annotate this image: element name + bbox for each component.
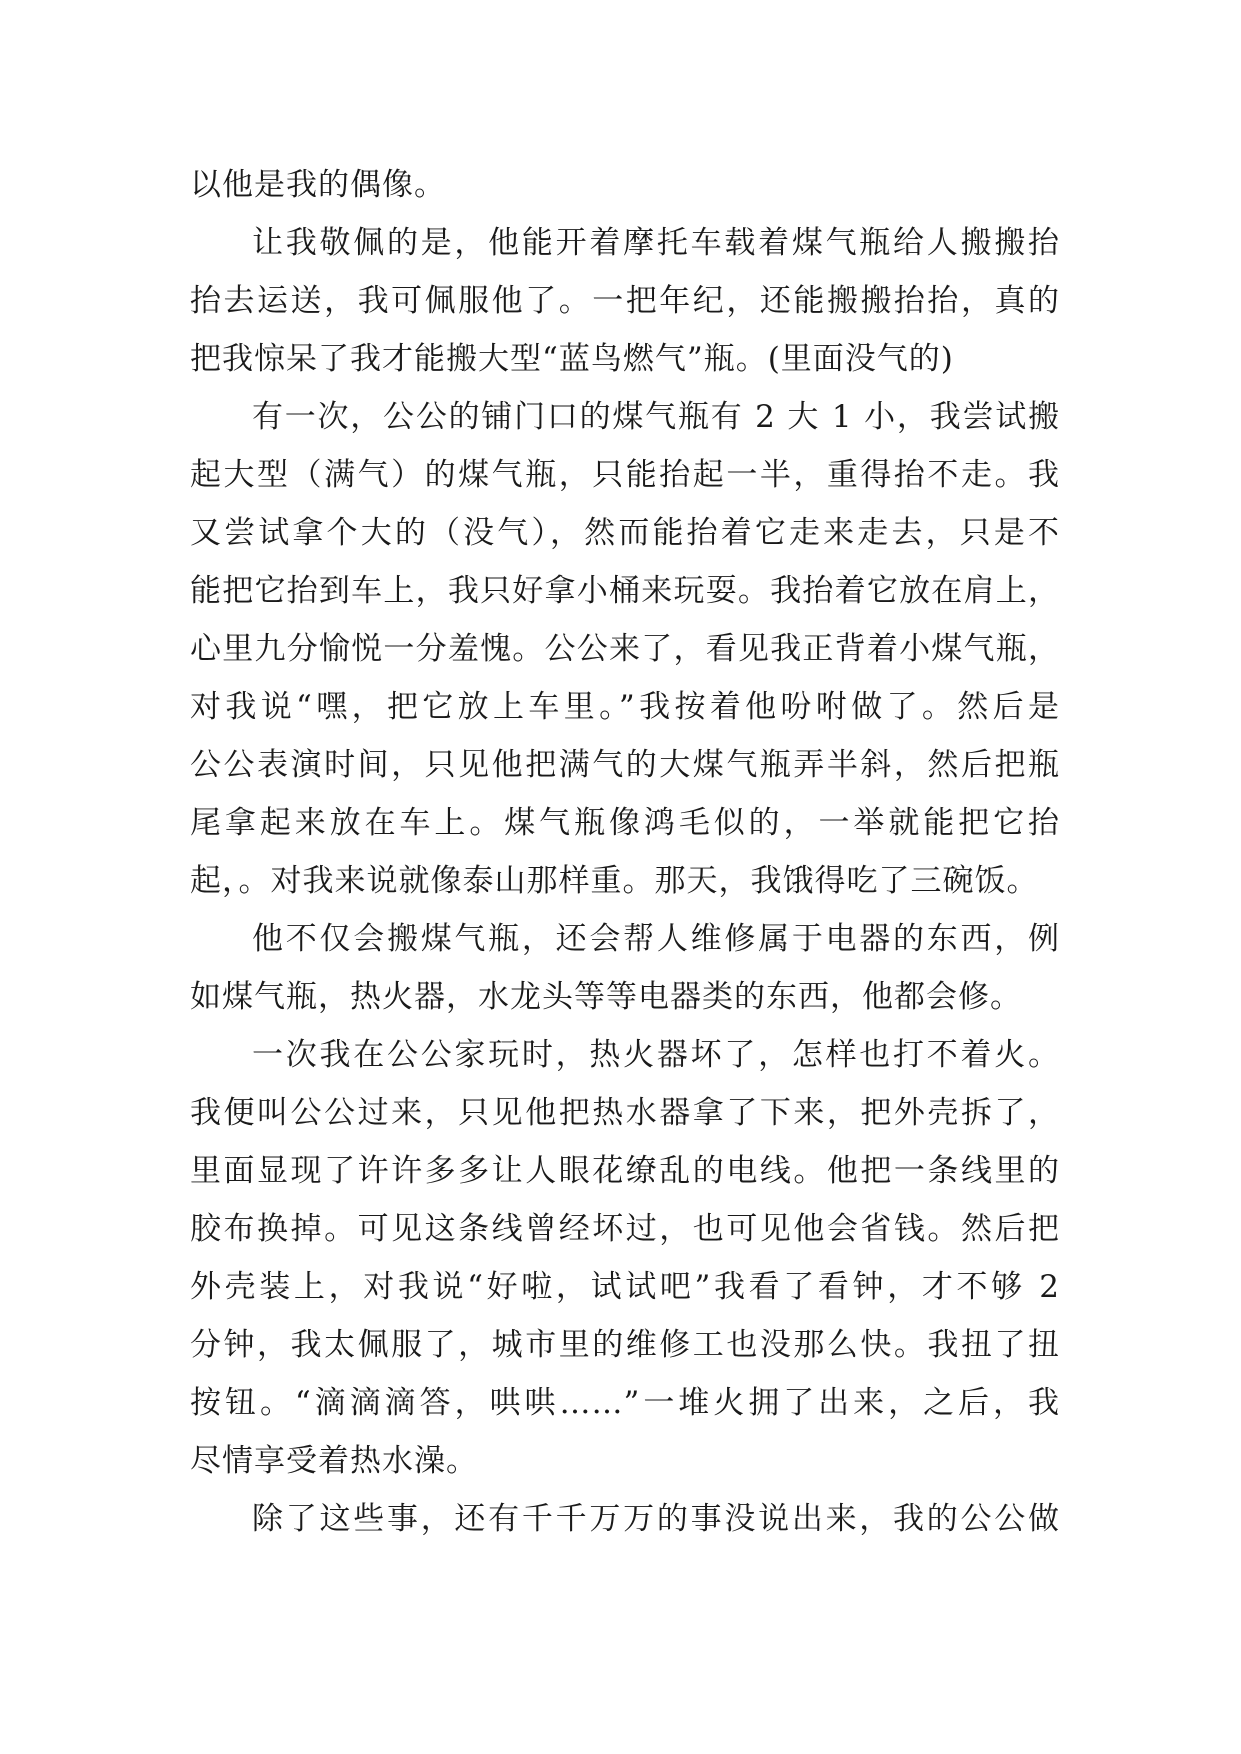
text-line: 胶布换掉。可见这条线曾经坏过，也可见他会省钱。然后把 <box>190 1211 1060 1247</box>
text-line: 里面显现了许许多多让人眼花缭乱的电线。他把一条线里的 <box>190 1153 1060 1189</box>
text-line: 让我敬佩的是，他能开着摩托车载着煤气瓶给人搬搬抬 <box>252 225 1060 261</box>
text-line: 对我说“嘿，把它放上车里。”我按着他吩咐做了。然后是 <box>190 689 1060 725</box>
text-line: 有一次，公公的铺门口的煤气瓶有 2 大 1 小，我尝试搬 <box>252 399 1060 435</box>
text-line: 除了这些事，还有千千万万的事没说出来，我的公公做 <box>252 1501 1060 1537</box>
paragraph <box>190 156 1060 214</box>
paragraph <box>190 910 1060 1026</box>
text-line: 起，。对我来说就像泰山那样重。那天，我饿得吃了三碗饭。 <box>190 863 1039 899</box>
text-line: 又尝试拿个大的（没气），然而能抬着它走来走去，只是不 <box>190 515 1060 551</box>
paragraph <box>190 388 1060 910</box>
paragraph <box>190 1490 1060 1548</box>
text-line: 能把它抬到车上，我只好拿小桶来玩耍。我抬着它放在肩上， <box>190 573 1060 609</box>
text-line: 分钟，我太佩服了，城市里的维修工也没那么快。我扭了扭 <box>190 1327 1060 1363</box>
text-line: 起大型（满气）的煤气瓶，只能抬起一半，重得抬不走。我 <box>190 457 1060 493</box>
text-line: 我便叫公公过来，只见他把热水器拿了下来，把外壳拆了， <box>190 1095 1060 1131</box>
text-line: 公公表演时间，只见他把满气的大煤气瓶弄半斜，然后把瓶 <box>190 747 1060 783</box>
text-line: 按钮。“滴滴滴答，哄哄……”一堆火拥了出来，之后，我 <box>190 1385 1060 1421</box>
paragraph <box>190 214 1060 388</box>
document-body <box>190 156 1060 1548</box>
text-line: 抬去运送，我可佩服他了。一把年纪，还能搬搬抬抬，真的 <box>190 283 1060 319</box>
text-line: 尾拿起来放在车上。煤气瓶像鸿毛似的，一举就能把它抬 <box>190 805 1060 841</box>
paragraph <box>190 1026 1060 1490</box>
text-line: 他不仅会搬煤气瓶，还会帮人维修属于电器的东西，例 <box>252 921 1060 957</box>
text-line: 心里九分愉悦一分羞愧。公公来了，看见我正背着小煤气瓶， <box>190 631 1060 667</box>
text-line: 尽情享受着热水澡。 <box>190 1443 478 1479</box>
text-line: 外壳装上，对我说“好啦，试试吧”我看了看钟，才不够 2 <box>190 1269 1060 1305</box>
text-line: 一次我在公公家玩时，热火器坏了，怎样也打不着火。 <box>252 1037 1060 1073</box>
text-line: 把我惊呆了我才能搬大型“蓝鸟燃气”瓶。(里面没气的) <box>190 341 954 377</box>
text-line: 以他是我的偶像。 <box>190 167 446 203</box>
text-line: 如煤气瓶，热火器，水龙头等等电器类的东西，他都会修。 <box>190 979 1022 1015</box>
